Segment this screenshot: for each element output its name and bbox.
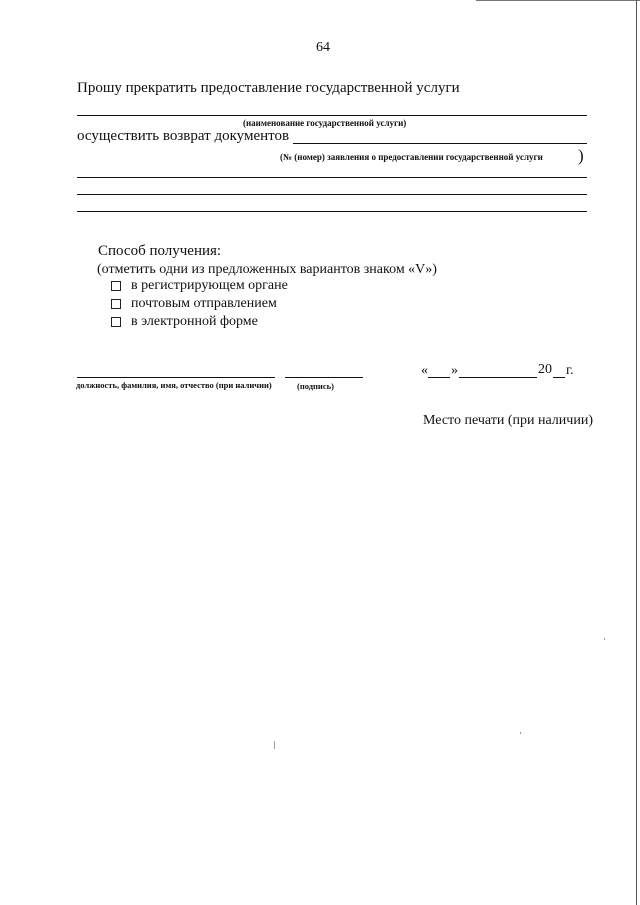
return-documents-line: осуществить возврат документов — [77, 128, 290, 144]
option-postal[interactable] — [111, 296, 277, 312]
method-heading: Способ получения: — [98, 243, 222, 259]
page-edge-top — [476, 0, 640, 1]
option-electronic[interactable] — [111, 314, 258, 330]
date-day-line[interactable] — [428, 377, 450, 378]
scan-speck — [274, 741, 275, 749]
year-prefix: 20 — [538, 362, 552, 377]
date-open-quote: « — [421, 363, 428, 378]
checkbox-icon[interactable] — [111, 281, 121, 291]
checkbox-icon[interactable] — [111, 317, 121, 327]
year-suffix: г. — [566, 363, 574, 378]
page-edge-right — [636, 0, 637, 905]
application-number-caption: (№ (номер) заявления о предоставлении государственной услуги — [280, 152, 543, 162]
date-month-line[interactable] — [459, 377, 537, 378]
option-label: в электронной форме — [131, 314, 258, 329]
service-name-line[interactable] — [77, 115, 587, 116]
position-name-caption: должность, фамилия, имя, отчество (при наличии) — [76, 380, 272, 390]
option-label: почтовым отправлением — [131, 296, 277, 311]
blank-line-1[interactable] — [77, 177, 587, 178]
checkbox-icon[interactable] — [111, 299, 121, 309]
service-name-caption: (наименование государственной услуги) — [243, 118, 407, 128]
blank-line-2[interactable] — [77, 194, 587, 195]
scan-speck — [604, 638, 605, 640]
blank-line-3[interactable] — [77, 211, 587, 212]
application-number-line[interactable] — [293, 143, 587, 144]
signature-line[interactable] — [285, 377, 363, 378]
position-name-line[interactable] — [77, 377, 275, 378]
signature-caption: (подпись) — [297, 381, 334, 391]
request-line: Прошу прекратить предоставление государственной услуги — [77, 80, 460, 96]
seal-place: Место печати (при наличии) — [423, 413, 593, 428]
application-caption-paren: ) — [578, 146, 584, 165]
method-instruction: (отметить одни из предложенных вариантов знаком «V») — [97, 262, 437, 277]
page-number: 64 — [316, 40, 330, 55]
option-label: в регистрирующем органе — [131, 278, 288, 293]
date-year-line[interactable] — [553, 377, 565, 378]
option-registering-body[interactable] — [111, 278, 288, 294]
scan-speck — [520, 732, 521, 734]
date-close-quote: » — [451, 363, 458, 378]
